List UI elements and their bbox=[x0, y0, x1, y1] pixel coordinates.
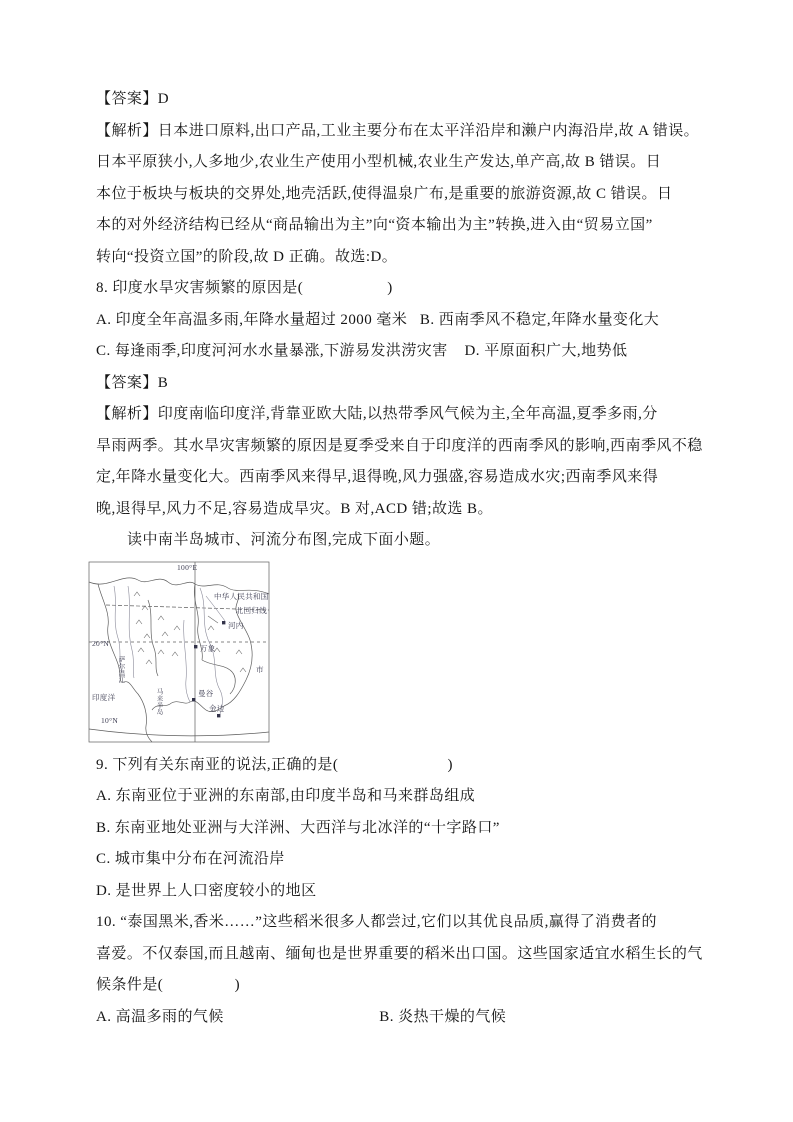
question-9-option-c: C. 城市集中分布在河流沿岸 bbox=[96, 851, 285, 867]
malay-peninsula-label: 马来半岛 bbox=[155, 687, 163, 715]
bangkok-marker bbox=[192, 698, 195, 701]
salween-river bbox=[128, 586, 134, 678]
analysis-q8-line1: 【解析】印度南临印度洋,背靠亚欧大陆,以热带季风气候为主,全年高温,夏季多雨,分 bbox=[96, 406, 658, 422]
indochina-map-figure bbox=[88, 560, 270, 744]
salween-river-label: 萨尔温江 bbox=[117, 655, 125, 683]
tropic-of-cancer-label: 北回归线 bbox=[235, 605, 267, 615]
meridian-100e-label: 100°E bbox=[177, 562, 198, 572]
question-9-option-a: A. 东南亚位于亚洲的东南部,由印度半岛和马来群岛组成 bbox=[96, 788, 476, 804]
mountain-hatch-marks bbox=[134, 592, 246, 672]
analysis-q8-line4: 晚,退得早,风力不足,容易造成旱灾。B 对,ACD 错;故选 B。 bbox=[96, 500, 493, 517]
analysis-q7-line5: 转向“投资立国”的阶段,故 D 正确。故选:D。 bbox=[96, 248, 398, 265]
question-10-stem-line3: 候条件是( ) bbox=[96, 977, 241, 993]
exam-document bbox=[92, 84, 712, 1033]
map-intro-line: 读中南半岛城市、河流分布图,完成下面小题。 bbox=[127, 532, 441, 548]
question-9-option-d: D. 是世界上人口密度较小的地区 bbox=[96, 882, 317, 899]
hanoi-marker bbox=[222, 621, 225, 624]
phnom-penh-marker bbox=[217, 714, 220, 717]
hanoi-label: 河内 bbox=[228, 620, 244, 630]
question-8-options-cd: C. 每逢雨季,印度河河水水量暴涨,下游易发洪涝灾害 D. 平原面积广大,地势低 bbox=[96, 343, 628, 359]
city-suffix-label: 市 bbox=[256, 664, 264, 674]
vientiane-marker bbox=[194, 645, 197, 648]
analysis-q7-line2: 日本平原狭小,人多地少,农业生产使用小型机械,农业生产发达,单产高,故 B 错误。日 bbox=[96, 154, 662, 170]
question-10-stem-line2: 喜爱。不仅泰国,而且越南、缅甸也是世界重要的稻米出口国。这些国家适宜水稻生长的气 bbox=[96, 945, 703, 962]
map-frame bbox=[89, 562, 269, 742]
lat-10n-line bbox=[89, 729, 269, 736]
analysis-q7-line1: 【解析】日本进口原料,出口产品,工业主要分布在太平洋沿岸和濑户内海沿岸,故 A 错误。 bbox=[96, 122, 700, 139]
analysis-q8-line3: 定,年降水量变化大。西南季风来得早,退得晚,风力强盛,容易造成水灾;西南季风来得 bbox=[96, 469, 659, 485]
phnom-penh-label: 金边 bbox=[209, 703, 225, 713]
analysis-q7-line4: 本的对外经济结构已经从“商品输出为主”向“资本输出为主”转换,进入由“贸易立国” bbox=[96, 217, 653, 233]
indochina-map bbox=[88, 560, 270, 744]
vientiane-label: 万象 bbox=[200, 643, 216, 653]
lat-20n-label: 20°N bbox=[92, 638, 110, 648]
answer-q7: 【答案】D bbox=[96, 91, 170, 107]
answer-q8: 【答案】B bbox=[96, 374, 169, 391]
question-9-stem: 9. 下列有关东南亚的说法,正确的是( ) bbox=[96, 756, 453, 773]
analysis-q8-line2: 旱雨两季。其水旱灾害频繁的原因是夏季受来自于印度洋的西南季风的影响,西南季风不稳 bbox=[96, 437, 703, 454]
lat-10n-label: 10°N bbox=[101, 715, 119, 725]
question-10-stem-line1: 10. “泰国黑米,香米……”这些稻米很多人都尝过,它们以其优良品质,赢得了消费者的 bbox=[96, 914, 657, 930]
question-10-options-ab: A. 高温多雨的气候 B. 炎热干燥的气候 bbox=[96, 1008, 507, 1025]
myanmar-thailand-border bbox=[148, 600, 158, 676]
question-8-options-ab: A. 印度全年高温多雨,年降水量超过 2000 毫米 B. 西南季风不稳定,年降水量变化大 bbox=[96, 311, 660, 328]
question-9-option-b: B. 东南亚地处亚洲与大洋洲、大西洋与北冰洋的“十字路口” bbox=[96, 819, 500, 836]
question-8-stem: 8. 印度水旱灾害频繁的原因是( ) bbox=[96, 280, 393, 296]
analysis-q7-line3: 本位于板块与板块的交界处,地壳活跃,使得温泉广布,是重要的旅游资源,故 C 错误。日 bbox=[96, 185, 673, 202]
chao-phraya-river bbox=[184, 620, 190, 702]
indian-ocean-label: 印度洋 bbox=[92, 692, 116, 702]
china-label: 中华人民共和国 bbox=[214, 591, 269, 601]
bangkok-label: 曼谷 bbox=[198, 688, 214, 698]
